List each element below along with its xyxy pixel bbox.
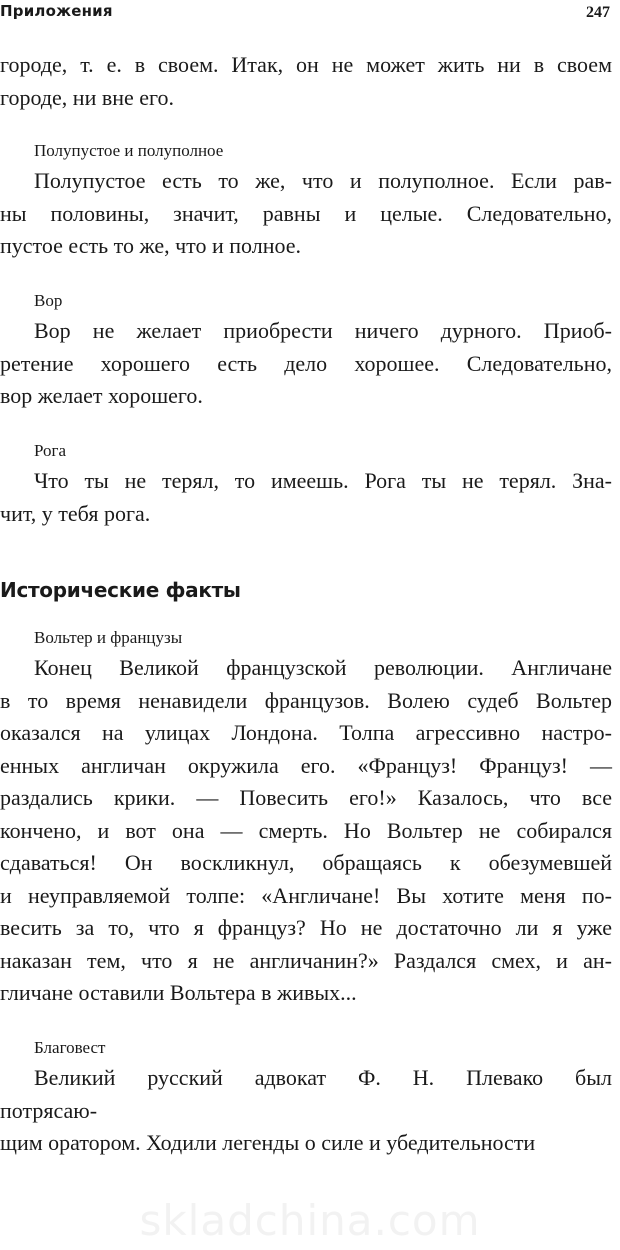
- text-line: кончено, и вот она — смерть. Но Вольтер не собирался: [0, 817, 612, 843]
- text-line: городе, т. е. в своем. Итак, он не может жить ни в своем: [0, 52, 612, 77]
- text-line: енных англичан окружила его. «Француз! Француз! —: [0, 752, 612, 778]
- sophism-half-empty-text: [0, 165, 612, 263]
- text-line: Вор не желает приобрести ничего дурного. Приоб-: [34, 318, 612, 343]
- intro-paragraph: [0, 49, 612, 114]
- sophism-horns: [0, 439, 612, 463]
- text-line: ретение хорошего есть дело хорошее. Следовательно,: [0, 350, 612, 376]
- text-line: раздались крики. — Повесить его!» Казалось, что все: [0, 785, 612, 810]
- running-header-section: Приложения: [0, 2, 113, 20]
- sophism-title: Вор: [34, 291, 63, 310]
- section-title: Исторические факты: [0, 578, 241, 602]
- text-line: сдаваться! Он воскликнул, обращаясь к обезумевшей: [0, 850, 612, 875]
- text-line: вор желает хорошего.: [0, 383, 203, 408]
- story-title: Вольтер и французы: [34, 628, 183, 647]
- sophism-thief: [0, 289, 612, 313]
- sophism-half-empty: [0, 139, 612, 163]
- page-number: 247: [586, 4, 610, 21]
- section-heading: [0, 578, 612, 602]
- text-line: и неуправляемой толпе: «Англичане! Вы хотите меня по-: [0, 882, 612, 908]
- text-line: Полупустое есть то же, что и полуполное. Если рав-: [34, 168, 612, 193]
- text-line: Что ты не терял, то имеешь. Рога ты не терял. Зна-: [34, 468, 612, 493]
- story-blagovest: [0, 1036, 612, 1060]
- text-line: Конец Великой французской революции. Англичане: [34, 655, 612, 680]
- text-line: наказан тем, что я не англичанин?» Раздался смех, и ан-: [0, 947, 612, 973]
- text-line: гличане оставили Вольтера в живых...: [0, 980, 357, 1005]
- sophism-horns-text: [0, 465, 612, 530]
- story-voltaire-text: [0, 652, 612, 1010]
- sophism-title: Рога: [34, 441, 67, 460]
- text-line: чит, у тебя рога.: [0, 500, 151, 526]
- text-line: пустое есть то же, что и полное.: [0, 233, 302, 258]
- text-line: в то время ненавидели французов. Волею судеб Вольтер: [0, 687, 612, 713]
- text-line: Великий русский адвокат Ф. Н. Плевако был: [34, 1065, 612, 1090]
- sophism-thief-text: [0, 315, 612, 413]
- text-line: весить за то, что я француз? Но не достаточно ли я уже: [0, 915, 612, 940]
- text-line: городе, ни вне его.: [0, 84, 175, 110]
- story-blagovest-text: [0, 1062, 612, 1160]
- text-line: щим оратором. Ходили легенды о силе и убедительности: [0, 1130, 536, 1155]
- story-title: Благовест: [34, 1038, 106, 1057]
- sophism-title: Полупустое и полуполное: [34, 141, 224, 160]
- text-line: оказался на улицах Лондона. Толпа агрессивно настро-: [0, 720, 612, 745]
- watermark-text: skladchina.com: [139, 1196, 481, 1245]
- text-line: ны половины, значит, равны и целые. Следовательно,: [0, 200, 612, 226]
- story-voltaire: [0, 626, 612, 650]
- text-line: потрясаю-: [0, 1097, 98, 1123]
